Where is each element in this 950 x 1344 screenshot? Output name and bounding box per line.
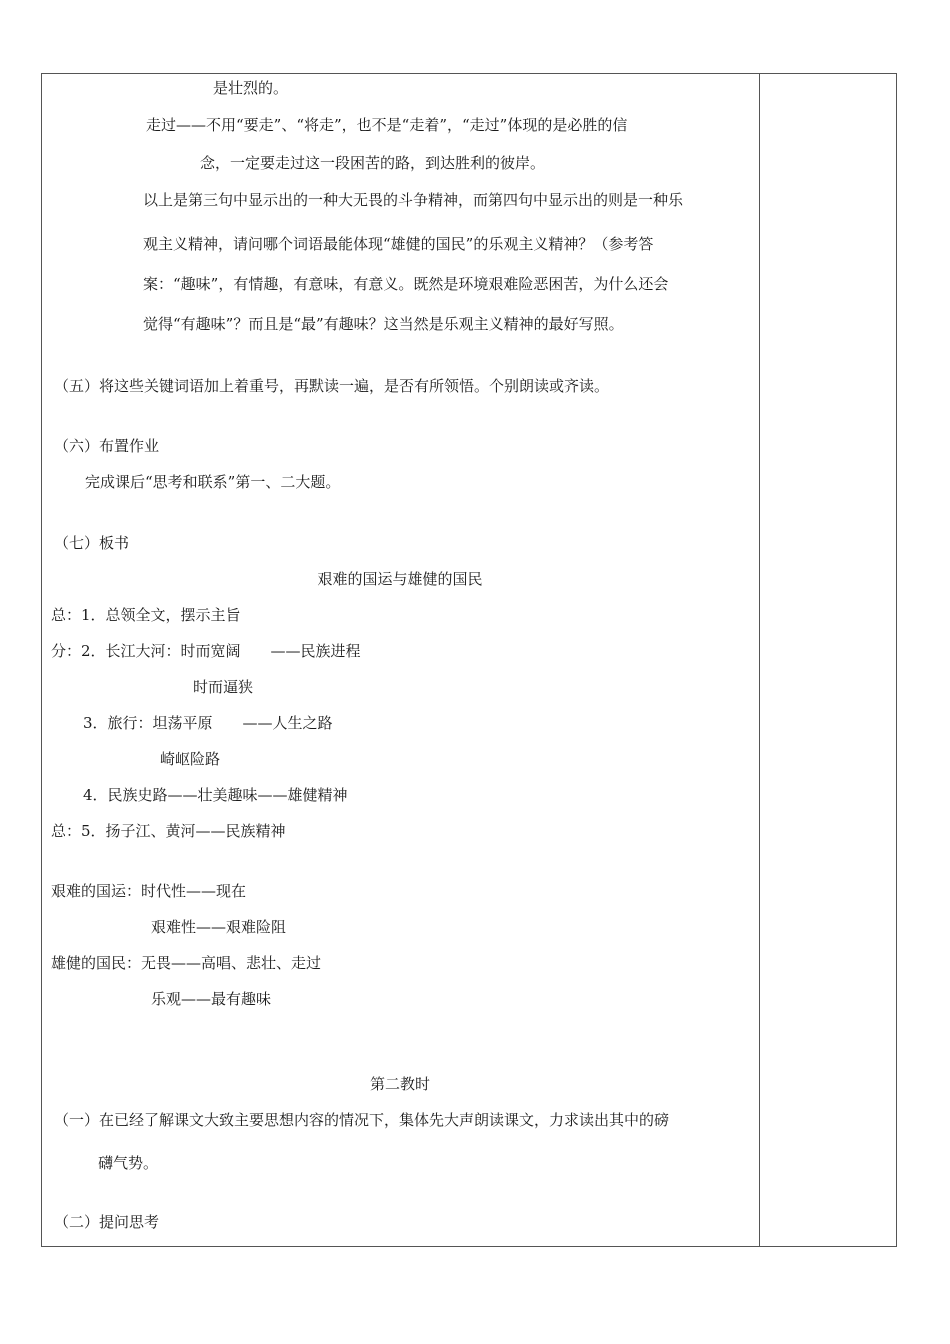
board-line: 乐观——最有趣味 <box>151 990 272 1008</box>
board-line: 总：5．扬子江、黄河——民族精神 <box>51 822 286 840</box>
board-title: 艰难的国运与雄健的国民 <box>317 570 483 588</box>
board-line: 艰难的国运：时代性——现在 <box>51 882 247 900</box>
board-line: 艰难性——艰难险阻 <box>151 918 287 936</box>
step-heading: （六）布置作业 <box>54 437 160 455</box>
table-column-divider <box>759 73 760 1247</box>
board-line: 总：1．总领全文，摆示主旨 <box>51 606 241 624</box>
board-line: 分：2．长江大河：时而宽阔 ——民族进程 <box>51 642 361 660</box>
text-line: 礴气势。 <box>98 1154 159 1172</box>
board-line: 4．民族史路——壮美趣味——雄健精神 <box>83 786 348 804</box>
text-line: 走过——不用“要走”、“将走”，也不是“走着”，“走过”体现的是必胜的信 <box>146 116 628 134</box>
board-line: 雄健的国民：无畏——高唱、悲壮、走过 <box>51 954 322 972</box>
board-line: 时而逼狭 <box>193 678 254 696</box>
text-line: 观主义精神，请问哪个词语最能体现“雄健的国民”的乐观主义精神？（参考答 <box>143 235 654 253</box>
step-heading: （七）板书 <box>54 534 130 552</box>
text-line: （一）在已经了解课文大致主要思想内容的情况下，集体先大声朗读课文，力求读出其中的磅 <box>54 1111 670 1129</box>
board-line: 崎岖险路 <box>160 750 221 768</box>
text-line: 以上是第三句中显示出的一种大无畏的斗争精神，而第四句中显示出的则是一种乐 <box>143 191 684 209</box>
homework-text: 完成课后“思考和联系”第一、二大题。 <box>85 473 341 491</box>
text-line: 念，一定要走过这一段困苦的路，到达胜利的彼岸。 <box>200 154 546 172</box>
step-heading: （二）提问思考 <box>54 1213 160 1231</box>
text-line: 是壮烈的。 <box>213 79 289 97</box>
board-line: 3．旅行：坦荡平原 ——人生之路 <box>83 714 333 732</box>
text-line: 案：“趣味”，有情趣，有意味，有意义。既然是环境艰难险恶困苦，为什么还会 <box>143 275 669 293</box>
text-line: 觉得“有趣味”？而且是“最”有趣味？这当然是乐观主义精神的最好写照。 <box>143 315 624 333</box>
step-heading: （五）将这些关键词语加上着重号，再默读一遍，是否有所领悟。个别朗读或齐读。 <box>54 377 610 395</box>
section-title: 第二教时 <box>369 1075 430 1093</box>
